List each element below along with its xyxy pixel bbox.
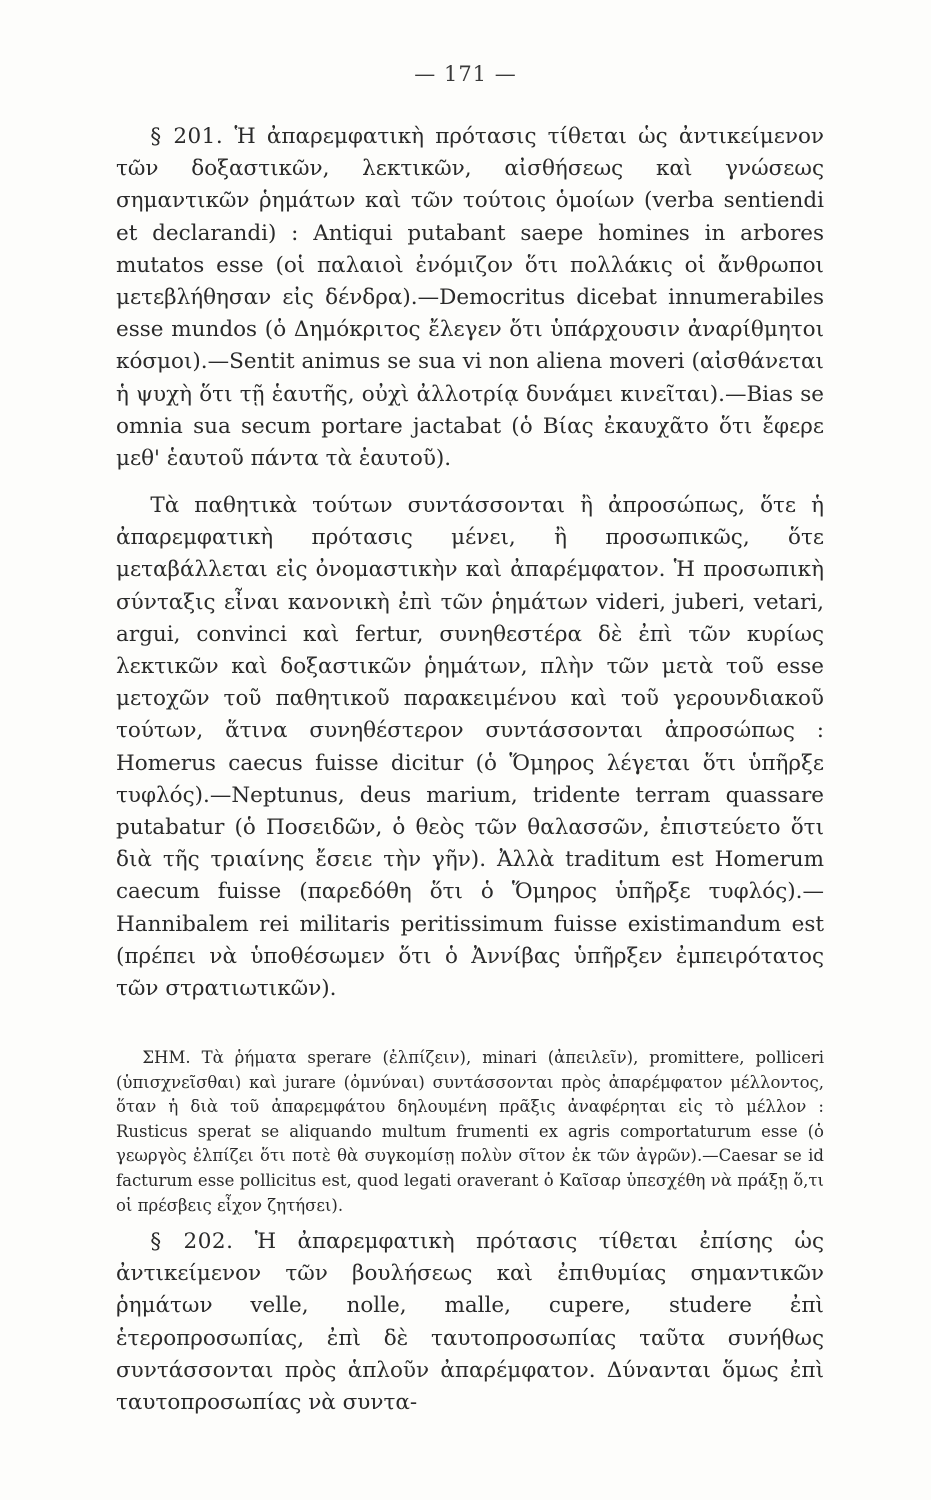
section-201-text: Ἡ ἀπαρεμφατικὴ πρότασις τίθεται ὡς ἀντικείμενον τῶν δοξαστικῶν, λεκτικῶν, αἰσθήσεως καὶ γνώσεως σημαντικῶν ῥημάτων καὶ τῶν τούτοις ὁμοίων (verba sentiendi et declarandi) : Antiqui putabant saepe homines in arbores mutatos esse (οἱ παλαιοὶ ἐνόμιζον ὅτι πολλάκις οἱ ἄνθρωποι μετεβλήθησαν εἰς δένδρα).—Democritus dicebat innumerabiles esse mundos (ὁ Δημόκριτος ἔλεγεν ὅτι ὑπάρχουσιν ἀναρίθμητοι κόσμοι).—Sentit animus se sua vi non aliena moveri (αἰσθάνεται ἡ ψυχὴ ὅτι τῇ ἑαυτῆς, οὐχὶ ἀλλοτρίᾳ δυνάμει κινεῖται).—Bias se omnia sua secum portare jactabat (ὁ Βίας ἐκαυχᾶτο ὅτι ἔφερε μεθ' ἑαυτοῦ πάντα τὰ ἑαυτοῦ). (116, 124, 824, 472)
passive-construction-paragraph (116, 490, 824, 1005)
section-202-marker: § 202. (150, 1229, 234, 1254)
passive-construction-text: Τὰ παθητικὰ τούτων συντάσσονται ἢ ἀπροσώπως, ὅτε ἡ ἀπαρεμφατικὴ πρότασις μένει, ἢ προσωπικῶς, ὅτε μεταβάλλεται εἰς ὀνομαστικὴν καὶ ἀπαρέμφατον. Ἡ προσωπικὴ σύνταξις εἶναι κανονικὴ ἐπὶ τῶν ῥημάτων videri, juberi, vetari, argui, convinci καὶ fertur, συνηθεστέρα δὲ ἐπὶ τῶν κυρίως λεκτικῶν καὶ δοξαστικῶν ῥημάτων, πλὴν τῶν μετὰ τοῦ esse μετοχῶν τοῦ παθητικοῦ παρακειμένου καὶ τοῦ γερουνδιακοῦ τούτων, ἅτινα συνηθέστερον συντάσσονται ἀπροσώπως : Homerus caecus fuisse dicitur (ὁ Ὅμηρος λέγεται ὅτι ὑπῆρξε τυφλός).—Neptunus, deus marium, tridente terram quassare putabatur (ὁ Ποσειδῶν, ὁ θεὸς τῶν θαλασσῶν, ἐπιστεύετο ὅτι διὰ τῆς τριαίνης ἔσειε τὴν γῆν). Ἀλλὰ traditum est Homerum caecum fuisse (παρεδόθη ὅτι ὁ Ὅμηρος ὑπῆρξε τυφλός).—Hannibalem rei militaris peritissimum fuisse existimandum est (πρέπει νὰ ὑποθέσωμεν ὅτι ὁ Ἀννίβας ὑπῆρξεν ἐμπειρότατος τῶν στρατιωτικῶν). (116, 493, 824, 1002)
page-number: — 171 — (414, 62, 517, 86)
note-paragraph (116, 1046, 824, 1218)
section-201-marker: § 201. (150, 124, 224, 149)
note-text: Τὰ ῥήματα sperare (ἐλπίζειν), minari (ἀπειλεῖν), promittere, polliceri (ὑπισχνεῖσθαι) καὶ jurare (ὀμνύναι) συντάσσονται πρὸς ἀπαρέμφατον μέλλοντος, ὅταν ἡ διὰ τοῦ ἀπαρεμφάτου δηλουμένη πρᾶξις ἀναφέρηται εἰς τὸ μέλλον : Rusticus sperat se aliquando multum frumenti ex agris comportaturum esse (ὁ γεωργὸς ἐλπίζει ὅτι ποτὲ θὰ συγκομίσῃ πολὺν σῖτον ἐκ τῶν ἀγρῶν).—Caesar se id facturum esse pollicitus est, quod legati oraverant ὁ Καῖσαρ ὑπεσχέθη νὰ πράξῃ ὅ,τι οἱ πρέσβεις εἶχον ζητήσει). (116, 1048, 824, 1215)
section-201-paragraph (116, 121, 824, 475)
note-marker: ΣΗΜ. (142, 1048, 191, 1067)
section-202-paragraph (116, 1226, 824, 1419)
section-202-text: Ἡ ἀπαρεμφατικὴ πρότασις τίθεται ἐπίσης ὡς ἀντικείμενον τῶν βουλήσεως καὶ ἐπιθυμίας σημαντικῶν ῥημάτων velle, nolle, malle, cupere, studere ἐπὶ ἑτεροπροσωπίας, ἐπὶ δὲ ταυτοπροσωπίας ταῦτα συνήθως συντάσσονται πρὸς ἁπλοῦν ἀπαρέμφατον. Δύνανται ὅμως ἐπὶ ταυτοπροσωπίας νὰ συντα- (116, 1229, 824, 1416)
